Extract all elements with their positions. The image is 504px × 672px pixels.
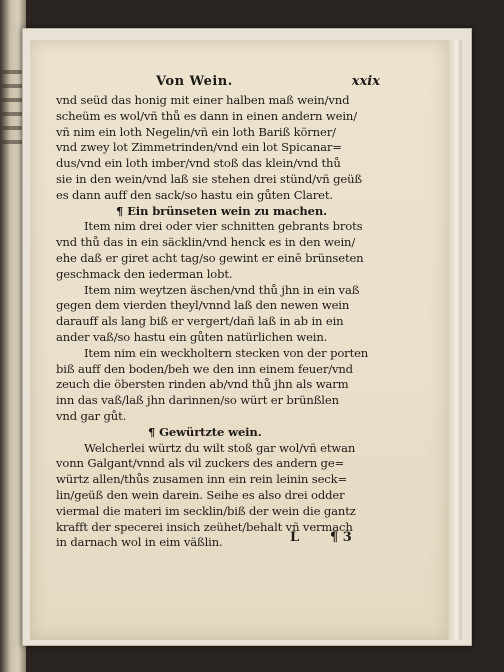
text-line: darauff als lang biß er vergert/dañ laß in ab in ein: [56, 314, 344, 329]
signature-mark: ¶ 3: [330, 530, 352, 545]
text-line: scheüm es wol/vñ thů es dann in einen andern wein/: [56, 108, 357, 123]
text-line: biß auff den boden/beh we den inn einem feuer/vnd: [56, 361, 353, 376]
text-line: viermal die materi im secklin/biß der wein die gantz: [56, 503, 356, 518]
section-heading: ¶ Ein brünseten wein zu machen.: [116, 203, 328, 218]
text-line: ehe daß er giret acht tag/so gewint er einē brünseten: [56, 250, 364, 265]
text-line: sie in den wein/vnd laß sie stehen drei stünd/vñ geüß: [56, 171, 363, 186]
folio-number: xxix: [351, 74, 380, 89]
text-block: [56, 73, 376, 551]
text-line: geschmack den iederman lobt.: [56, 266, 233, 281]
text-line: würtz allen/thůs zusamen inn ein rein leinin seck=: [56, 472, 348, 487]
text-line: gegen dem vierden theyl/vnnd laß den newen wein: [56, 298, 350, 313]
text-line: krafft der specerei insich zeühet/behalt vñ vermach: [56, 519, 353, 534]
text-line: Welcherlei würtz du wilt stoß gar wol/vñ etwan: [84, 440, 356, 455]
text-line: Item nim ein weckholtern stecken von der porten: [84, 345, 369, 360]
text-line: Item nim weytzen äschen/vnd thů jhn in ein vaß: [84, 282, 360, 297]
text-line: in darnach wol in eim väßlin.: [56, 535, 223, 550]
text-line: vnd gar gůt.: [56, 408, 127, 423]
text-line: vonn Galgant/vnnd als vil zuckers des andern ge=: [56, 456, 345, 471]
text-line: lin/geüß den wein darein. Seihe es also drei odder: [56, 487, 345, 502]
text-line: es dann auff den sack/so hastu ein gůten Claret.: [56, 187, 333, 202]
text-line: Item nim drei oder vier schnitten gebrants brots: [84, 219, 363, 234]
text-line: ander vaß/so hastu ein gůten natürlichen wein.: [56, 329, 328, 344]
section-heading: ¶ Gewürtzte wein.: [148, 424, 262, 439]
text-line: dus/vnd ein loth imber/vnd stoß das klein/vnd thů: [56, 156, 341, 171]
running-title: Von Wein.: [156, 74, 233, 89]
page-fore-edge: [448, 40, 462, 640]
text-line: inn das vaß/laß jhn darinnen/so würt er brünßlen: [56, 393, 339, 408]
text-line: vnd thů das in ein säcklin/vnd henck es in den wein/: [56, 235, 356, 250]
catchword: L: [290, 530, 300, 545]
text-line: vnd seüd das honig mit einer halben maß wein/vnd: [56, 93, 350, 107]
text-line: vnd zwey lot Zimmetrinden/vnd ein lot Spicanar=: [56, 140, 342, 155]
text-line: zeuch die öbersten rinden ab/vnd thů jhn als warm: [56, 377, 349, 392]
text-line: vñ nim ein loth Negelin/vñ ein loth Bariß körner/: [56, 124, 336, 139]
page-footer: [290, 530, 380, 550]
